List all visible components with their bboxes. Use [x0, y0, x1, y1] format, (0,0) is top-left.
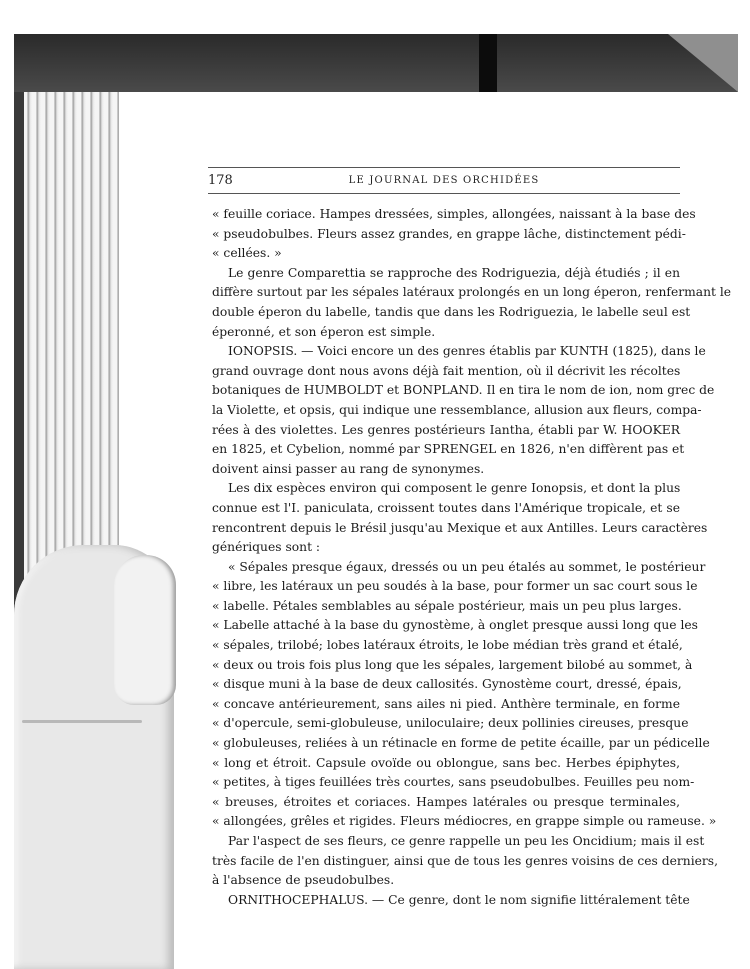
- text-line: Les dix espèces environ qui composent le genre Ionopsis, et dont la plus: [228, 481, 681, 496]
- book-gap-shadow: [479, 34, 497, 92]
- text-line: « cellées. »: [212, 246, 282, 261]
- text-line: « disque muni à la base de deux callosités. Gynostème court, dressé, épais,: [212, 677, 682, 692]
- text-line: « pseudobulbes. Fleurs assez grandes, en grappe lâche, distinctement pédi-: [212, 226, 686, 241]
- text-line: IONOPSIS. — Voici encore un des genres établis par KUNTH (1825), dans le: [228, 344, 706, 359]
- text-line: éperonné, et son éperon est simple.: [212, 324, 436, 339]
- page-body-text: [212, 205, 732, 910]
- thumb-crease: [22, 720, 142, 723]
- text-line: la Violette, et opsis, qui indique une ressemblance, allusion aux fleurs, compa-: [212, 402, 702, 417]
- text-line: double éperon du labelle, tandis que dans les Rodriguezia, le labelle seul est: [212, 304, 691, 319]
- text-line: « feuille coriace. Hampes dressées, simples, allongées, naissant à la base des: [212, 207, 696, 221]
- holding-thumb: [14, 545, 174, 969]
- text-line: « petites, à tiges feuillées très courtes, sans pseudobulbes. Feuilles peu nom-: [212, 775, 695, 790]
- text-line: « d'opercule, semi-globuleuse, uniloculaire; deux pollinies cireuses, presque: [212, 716, 689, 731]
- text-line: doivent ainsi passer au rang de synonymes.: [212, 461, 485, 476]
- text-line: « globuleuses, reliées à un rétinacle en forme de petite écaille, par un pédicelle: [212, 736, 710, 751]
- text-line: « Sépales presque égaux, dressés ou un peu étalés au sommet, le postérieur: [228, 559, 706, 574]
- text-line: rées à des violettes. Les genres postérieurs Iantha, établi par W. HOOKER: [212, 422, 680, 437]
- text-line: ORNITHOCEPHALUS. — Ce genre, dont le nom signifie littéralement tête: [228, 892, 690, 907]
- header-rule-top: [208, 167, 680, 168]
- text-line: botaniques de HUMBOLDT et BONPLAND. Il en tira le nom de ion, nom grec de: [212, 383, 715, 398]
- text-line: « concave antérieurement, sans ailes ni pied. Anthère terminale, en forme: [212, 696, 680, 711]
- text-line: « breuses, étroites et coriaces. Hampes latérales ou presque terminales,: [212, 794, 680, 809]
- text-line: « allongées, grêles et rigides. Fleurs médiocres, en grappe simple ou rameuse. »: [212, 814, 717, 829]
- header-rule-bottom: [208, 193, 680, 194]
- text-line: Par l'aspect de ses fleurs, ce genre rappelle un peu les Oncidium; mais il est: [228, 834, 705, 848]
- running-title: LE JOURNAL DES ORCHIDÉES: [348, 175, 540, 186]
- text-line: « long et étroit. Capsule ovoïde ou oblongue, sans bec. Herbes épiphytes,: [212, 755, 680, 770]
- text-line: en 1825, et Cybelion, nommé par SPRENGEL en 1826, n'en diffèrent pas et: [212, 442, 685, 457]
- text-line: Le genre Comparettia se rapproche des Rodriguezia, déjà étudiés ; il en: [228, 265, 680, 280]
- page-header: [208, 170, 680, 192]
- text-line: à l'absence de pseudobulbes.: [212, 873, 395, 888]
- text-line: diffère surtout par les sépales latéraux prolongés en un long éperon, renfermant le: [212, 285, 732, 300]
- text-line: « deux ou trois fois plus long que les sépales, largement bilobé au sommet, à: [212, 657, 693, 672]
- text-line: « libre, les latéraux un peu soudés à la base, pour former un sac court sous le: [212, 579, 698, 594]
- text-line: « sépales, trilobé; lobes latéraux étroits, le lobe médian très grand et étalé,: [212, 638, 683, 653]
- page-corner-shadow: [668, 34, 738, 92]
- text-line: « labelle. Pétales semblables au sépale postérieur, mais un peu plus larges.: [212, 598, 682, 613]
- text-line: « Labelle attaché à la base du gynostème, à onglet presque aussi long que les: [212, 618, 698, 633]
- text-line: très facile de l'en distinguer, ainsi que de tous les genres voisins de ces derniers,: [212, 853, 719, 868]
- page-number: 178: [208, 173, 233, 188]
- scanner-background: [14, 34, 738, 92]
- text-line: connue est l'I. paniculata, croissent toutes dans l'Amérique tropicale, et se: [212, 500, 680, 515]
- thumbnail-nail: [114, 555, 176, 705]
- text-line: rencontrent depuis le Brésil jusqu'au Mexique et aux Antilles. Leurs caractères: [212, 520, 708, 535]
- text-line: grand ouvrage dont nous avons déjà fait mention, où il décrivit les récoltes: [212, 363, 681, 378]
- text-line: génériques sont :: [212, 540, 321, 555]
